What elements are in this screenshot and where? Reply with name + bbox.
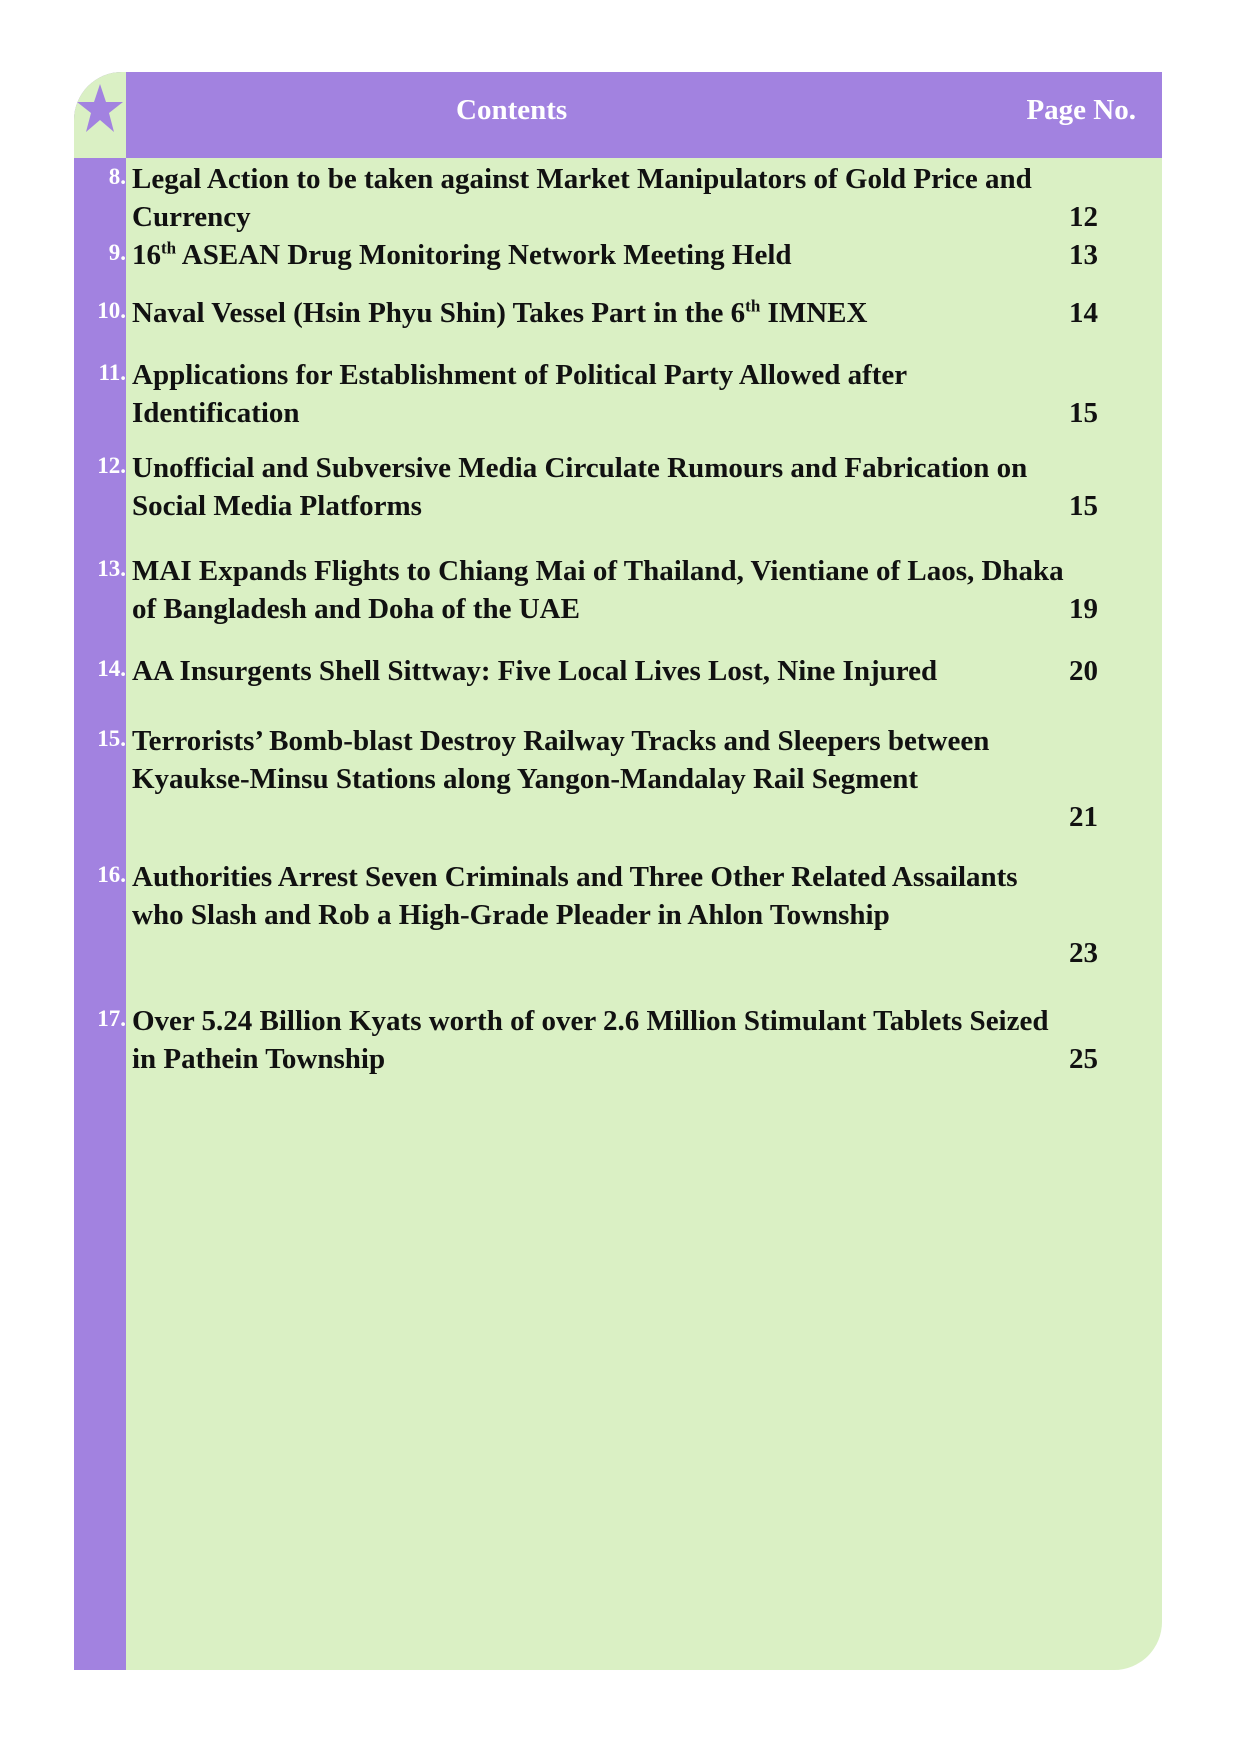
- star-icon: [76, 82, 124, 136]
- entry-number: 11.: [98, 360, 126, 385]
- entry-title: Unofficial and Subversive Media Circulate Rumours and Fabrication on Social Media Platforms: [132, 452, 1028, 522]
- entry-number: 13.: [97, 556, 126, 581]
- entry-page-number: 19: [1069, 593, 1098, 625]
- contents-panel: [74, 72, 1162, 1670]
- entry-page-number: 20: [1069, 655, 1098, 687]
- entry-title: 16th ASEAN Drug Monitoring Network Meeting Held: [132, 238, 792, 271]
- entry-title: Legal Action to be taken against Market Manipulators of Gold Price and Currency: [132, 163, 1032, 233]
- entry-page-number: 21: [1069, 801, 1098, 833]
- entry-number: 16.: [97, 862, 126, 887]
- entry-page-number: 23: [1069, 937, 1098, 969]
- entry-page-number: 15: [1069, 397, 1098, 429]
- entry-page-number: 15: [1069, 490, 1098, 522]
- entry-page-number: 25: [1069, 1043, 1098, 1075]
- entry-title: Authorities Arrest Seven Criminals and Three Other Related Assailants who Slash and Rob a High-Grade Pleader in Ahlon Township: [132, 861, 1018, 931]
- entry-page-number: 14: [1069, 297, 1098, 329]
- entry-number: 8.: [108, 164, 126, 189]
- entry-number: 10.: [97, 298, 126, 323]
- entry-page-number: 12: [1069, 201, 1098, 233]
- entry-title: Naval Vessel (Hsin Phyu Shin) Takes Part in the 6th IMNEX: [132, 296, 868, 329]
- entry-number: 15.: [97, 726, 126, 751]
- header-corner: [74, 72, 126, 158]
- entry-title: Terrorists’ Bomb-blast Destroy Railway Tracks and Sleepers between Kyaukse-Minsu Stations along Yangon-Mandalay Rail Segment: [132, 725, 990, 795]
- entry-number: 14.: [97, 656, 126, 681]
- entry-number: 12.: [97, 453, 126, 478]
- contents-header: [126, 72, 1162, 158]
- entry-title: Over 5.24 Billion Kyats worth of over 2.6 Million Stimulant Tablets Seized in Pathein Township: [132, 1005, 1049, 1075]
- entry-page-number: 13: [1069, 239, 1098, 271]
- page-number-heading: Page No.: [1026, 94, 1136, 126]
- entry-number: 17.: [97, 1006, 126, 1031]
- entry-title: Applications for Establishment of Political Party Allowed after Identification: [132, 359, 907, 429]
- contents-heading: Contents: [456, 94, 568, 126]
- entry-number: 9.: [108, 240, 126, 265]
- entry-title: MAI Expands Flights to Chiang Mai of Thailand, Vientiane of Laos, Dhaka of Bangladesh and Doha of the UAE: [132, 555, 1064, 625]
- entry-title: AA Insurgents Shell Sittway: Five Local Lives Lost, Nine Injured: [132, 655, 938, 687]
